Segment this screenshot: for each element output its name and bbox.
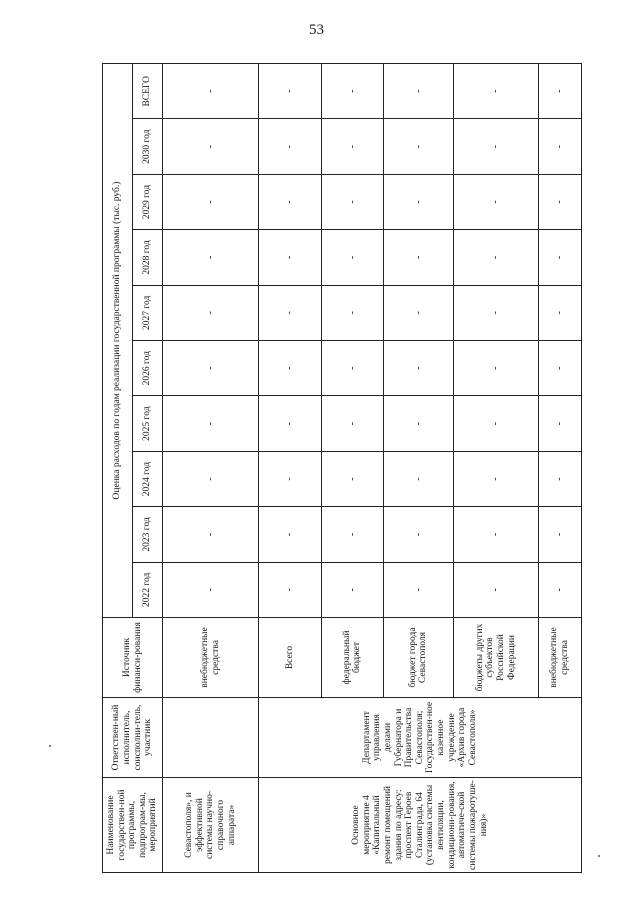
header-year: 2030 год: [133, 119, 163, 174]
value-cell: -: [163, 64, 259, 119]
value-cell: -: [163, 507, 259, 562]
header-name: Наименование государствен-ной программы, подпрограм-мы, мероприятий: [103, 778, 163, 873]
value-cell: -: [538, 341, 581, 396]
value-cell: -: [259, 285, 321, 340]
row-source: бюджет города Севастополя: [383, 618, 453, 698]
value-cell: -: [454, 119, 539, 174]
value-cell: -: [259, 451, 321, 506]
value-cell: -: [321, 119, 383, 174]
value-cell: -: [163, 341, 259, 396]
value-cell: -: [321, 230, 383, 285]
header-responsible: Ответствен-ный исполнитель, соисполни-тель, участник: [103, 698, 163, 778]
value-cell: -: [538, 396, 581, 451]
value-cell: -: [383, 285, 453, 340]
row-source: внебюджетные средства: [538, 618, 581, 698]
value-cell: -: [259, 230, 321, 285]
value-cell: -: [454, 451, 539, 506]
value-cell: -: [538, 230, 581, 285]
header-year: 2022 год: [133, 562, 163, 617]
value-cell: -: [259, 507, 321, 562]
financing-table: [102, 63, 582, 873]
value-cell: -: [538, 562, 581, 617]
value-cell: -: [383, 174, 453, 229]
header-estimate: Оценка расходов по годам реализации государственной программы (тыс. руб.): [103, 64, 133, 618]
row-source: федеральный бюджет: [321, 618, 383, 698]
value-cell: -: [163, 396, 259, 451]
value-cell: -: [383, 230, 453, 285]
value-cell: -: [321, 64, 383, 119]
value-cell: -: [259, 64, 321, 119]
row-name: Основное мероприятие 4 «Капитальный ремонт помещений здания по адресу: проспект Героев Сталинграда, 64 (установка системы вентиляции, кондициони-рования, автоматиче-ской системы пожаротуше-ния)»: [259, 778, 582, 873]
value-cell: -: [454, 174, 539, 229]
header-year: 2024 год: [133, 451, 163, 506]
value-cell: -: [383, 507, 453, 562]
value-cell: -: [321, 507, 383, 562]
row-responsible: Департамент управления делами Губернатора и Правительства Севастополя; Государствен-ное казенное учреждение «Архив города Севастополя»: [259, 698, 582, 778]
scan-speck: [598, 855, 600, 857]
row-responsible: [163, 698, 259, 778]
value-cell: -: [163, 562, 259, 617]
value-cell: -: [163, 451, 259, 506]
value-cell: -: [538, 174, 581, 229]
header-source: Источник финанси-рования: [103, 618, 163, 698]
value-cell: -: [321, 174, 383, 229]
value-cell: -: [321, 396, 383, 451]
value-cell: -: [383, 64, 453, 119]
row-source: внебюджетные средства: [163, 618, 259, 698]
value-cell: -: [454, 396, 539, 451]
row-name: Севастополя», и эффективной системы научно-справочного аппарата»: [163, 778, 259, 873]
row-source: Всего: [259, 618, 321, 698]
value-cell: -: [259, 119, 321, 174]
value-cell: -: [454, 562, 539, 617]
value-cell: -: [383, 451, 453, 506]
value-cell: -: [321, 285, 383, 340]
value-cell: -: [163, 174, 259, 229]
header-year: 2025 год: [133, 396, 163, 451]
header-year: 2029 год: [133, 174, 163, 229]
value-cell: -: [163, 119, 259, 174]
rotated-table-wrapper: [102, 63, 582, 873]
value-cell: -: [321, 451, 383, 506]
value-cell: -: [321, 562, 383, 617]
page-number: 53: [309, 22, 324, 38]
value-cell: -: [454, 230, 539, 285]
value-cell: -: [538, 64, 581, 119]
value-cell: -: [383, 341, 453, 396]
header-year: 2026 год: [133, 341, 163, 396]
table-row: [163, 64, 259, 873]
table-row: [259, 64, 321, 873]
value-cell: -: [321, 341, 383, 396]
value-cell: -: [163, 285, 259, 340]
value-cell: -: [383, 119, 453, 174]
value-cell: -: [383, 396, 453, 451]
scan-speck: [49, 745, 51, 747]
value-cell: -: [538, 119, 581, 174]
value-cell: -: [259, 396, 321, 451]
value-cell: -: [538, 285, 581, 340]
header-year: 2027 год: [133, 285, 163, 340]
value-cell: -: [163, 230, 259, 285]
value-cell: -: [454, 64, 539, 119]
value-cell: -: [538, 451, 581, 506]
value-cell: -: [259, 174, 321, 229]
value-cell: -: [259, 341, 321, 396]
value-cell: -: [454, 507, 539, 562]
value-cell: -: [538, 507, 581, 562]
header-year: 2023 год: [133, 507, 163, 562]
header-year: 2028 год: [133, 230, 163, 285]
value-cell: -: [383, 562, 453, 617]
row-source: бюджеты других субъектов Российской Федерации: [454, 618, 539, 698]
value-cell: -: [454, 285, 539, 340]
value-cell: -: [259, 562, 321, 617]
header-total: ВСЕГО: [133, 64, 163, 119]
value-cell: -: [454, 341, 539, 396]
